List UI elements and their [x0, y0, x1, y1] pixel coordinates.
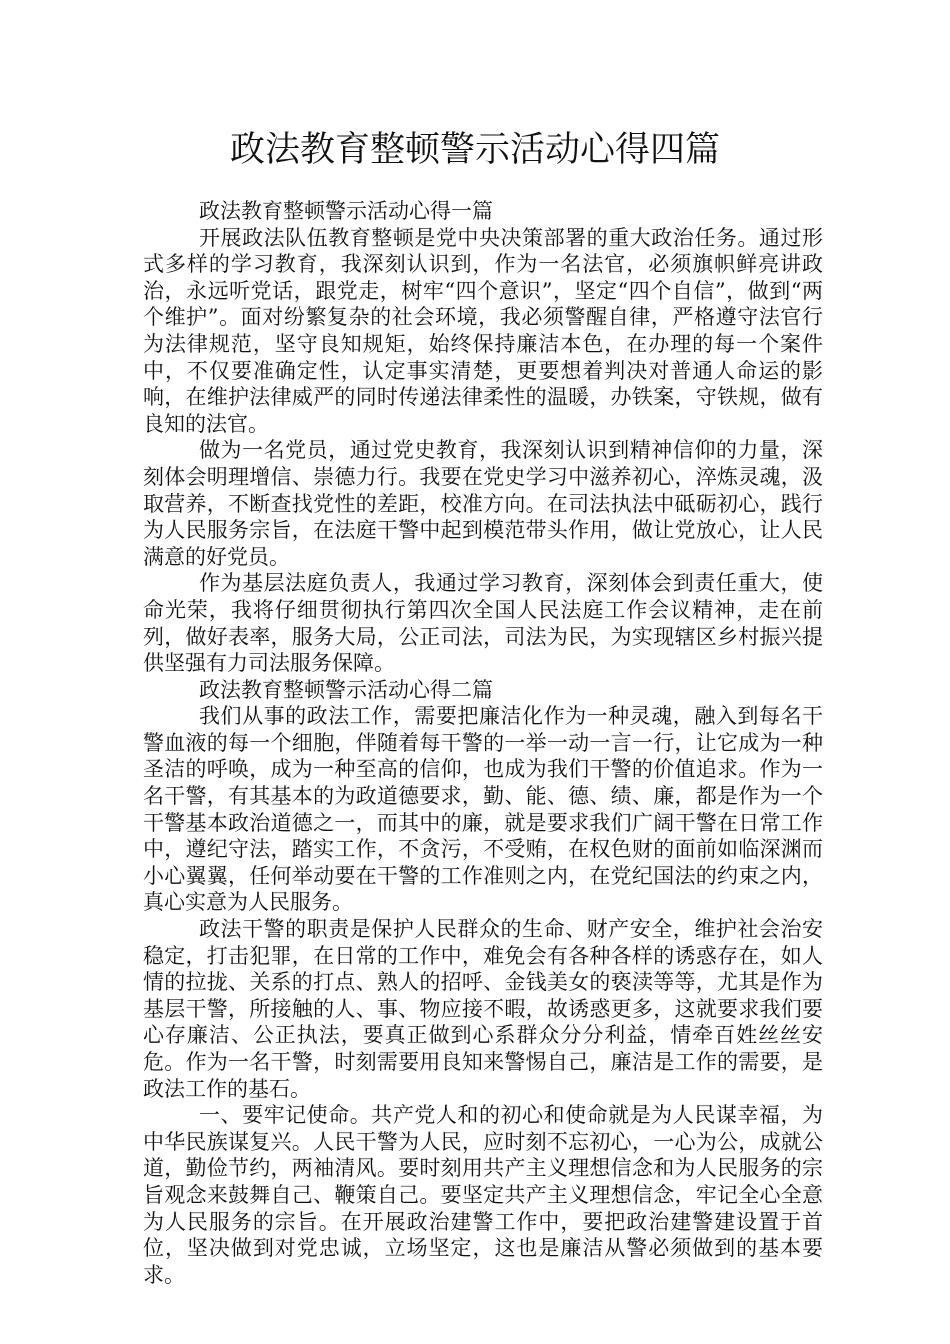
document-body: [143, 198, 823, 1288]
paragraph: 作为基层法庭负责人，我通过学习教育，深刻体会到责任重大，使命光荣，我将仔细贯彻执行第四次全国人民法庭工作会议精神，走在前列，做好表率，服务大局，公正司法，司法为民，为实现辖区乡村振兴提供坚强有力司法服务保障。: [143, 571, 823, 676]
section-heading-1: 政法教育整顿警示活动心得一篇: [199, 199, 493, 223]
paragraph: 开展政法队伍教育整顿是党中央决策部署的重大政治任务。通过形式多样的学习教育，我深刻认识到，作为一名法官，必须旗帜鲜亮讲政治，永远听党话，跟党走，树牢“四个意识”，坚定“四个自信”，做到“两个维护”。面对纷繁复杂的社会环境，我必须警醒自律，严格遵守法官行为法律规范，坚守良知规矩，始终保持廉洁本色，在办理的每一个案件中，不仅要准确定性，认定事实清楚，更要想着判决对普通人命运的影响，在维护法律威严的同时传递法律柔性的温暖，办铁案，守铁规，做有良知的法官。: [143, 225, 823, 436]
paragraph: 做为一名党员，通过党史教育，我深刻认识到精神信仰的力量，深刻体会明理增信、崇德力行。我要在党史学习中滋养初心，淬炼灵魂，汲取营养，不断查找党性的差距，校准方向。在司法执法中砥砺初心，践行为人民服务宗旨，在法庭干警中起到模范带头作用，做让党放心，让人民满意的好党员。: [143, 438, 823, 569]
document-title: 政法教育整顿警示活动心得四篇: [229, 130, 720, 170]
paragraph: 我们从事的政法工作，需要把廉洁化作为一种灵魂，融入到每名干警血液的每一个细胞，伴随着每干警的一举一动一言一行，让它成为一种圣洁的呼唤，成为一种至高的信仰，也成为我们干警的价值追求。作为一名干警，有其基本的为政道德要求，勤、能、德、绩、廉，都是作为一个干警基本政治道德之一，而其中的廉，就是要求我们广阔干警在日常工作中，遵纪守法，踏实工作，不贪污，不受贿，在权色财的面前如临深渊而小心翼翼，任何举动要在干警的工作准则之内，在党纪国法的约束之内，真心实意为人民服务。: [143, 704, 823, 915]
paragraph: 政法干警的职责是保护人民群众的生命、财产安全，维护社会治安稳定，打击犯罪，在日常的工作中，难免会有各种各样的诱惑存在，如人情的拉拢、关系的打点、熟人的招呼、金钱美女的亵渎等等，尤其是作为基层干警，所接触的人、事、物应接不暇，故诱惑更多，这就要求我们要心存廉洁、公正执法，要真正做到心系群众分分利益，情牵百姓丝丝安危。作为一名干警，时刻需要用良知来警惕自己，廉洁是工作的需要，是政法工作的基石。: [143, 917, 823, 1101]
section-heading-2: 政法教育整顿警示活动心得二篇: [199, 677, 493, 702]
paragraph: 一、要牢记使命。共产党人和的初心和使命就是为人民谋幸福，为中华民族谋复兴。人民干警为人民，应时刻不忘初心，一心为公，成就公道，勤俭节约，两袖清风。要时刻用共产主义理想信念和为人民服务的宗旨观念来鼓舞自己、鞭策自己。要坚定共产主义理想信念，牢记全心全意为人民服务的宗旨。在开展政治建警工作中，要把政治建警建设置于首位，坚决做到对党忠诚，立场坚定，这也是廉洁从警必须做到的基本要求。: [143, 1103, 823, 1287]
